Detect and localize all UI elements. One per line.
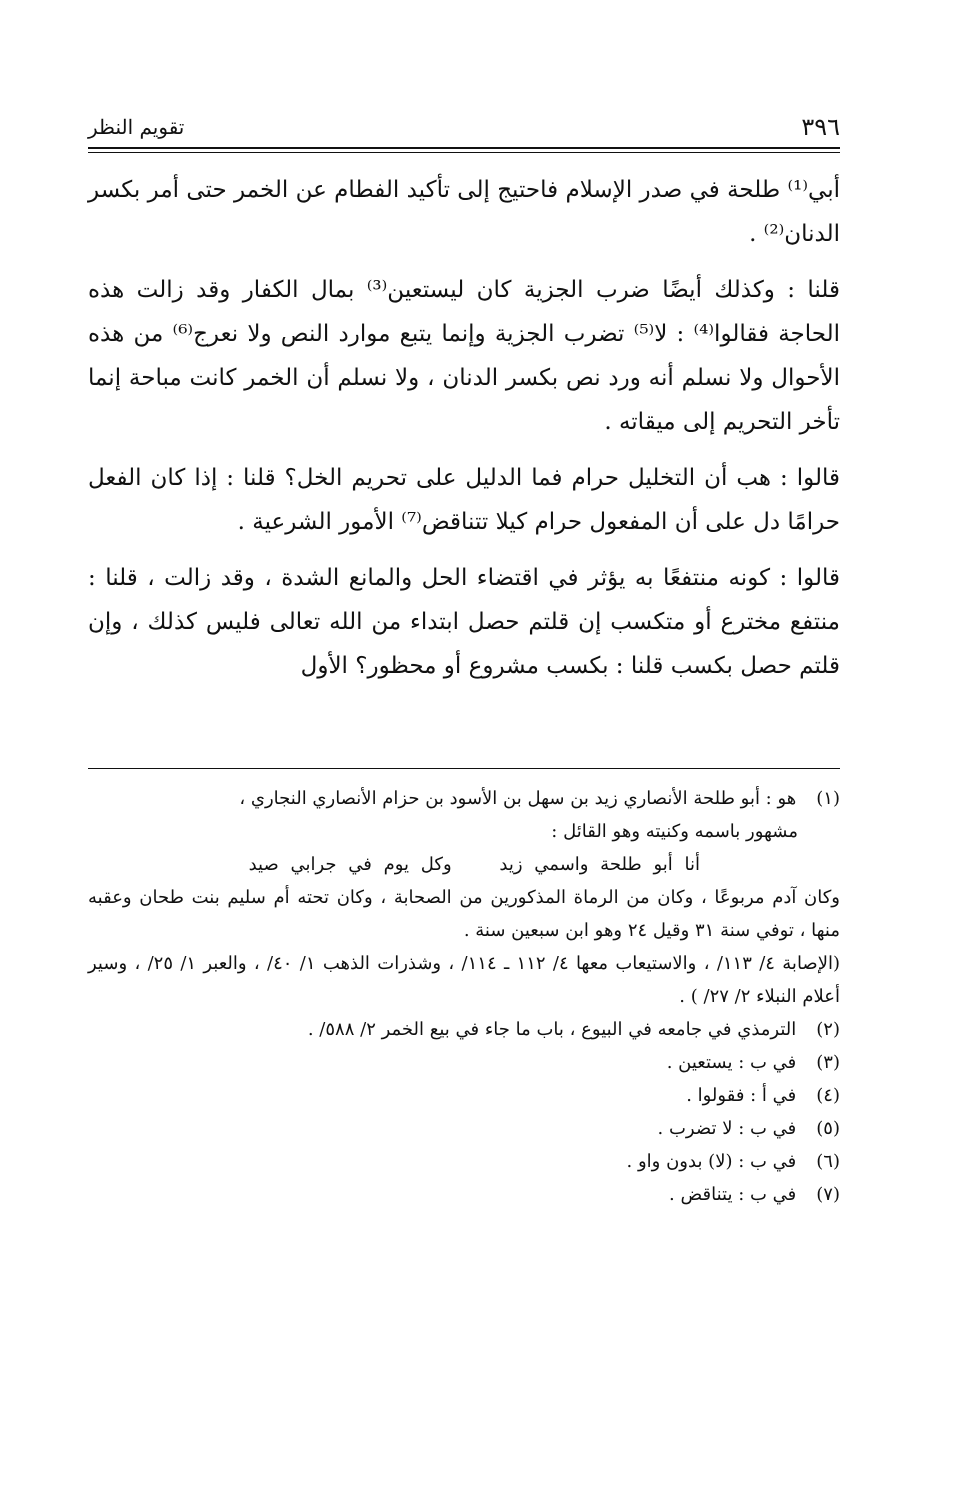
footnote-1-continuation: وكان آدم مربوعًا ، وكان من الرماة المذكورين من الصحابة ، وكان تحته أم سليم بنت طحان وعقبه منها ، توفي سنة ٣١ وقيل ٢٤ وهو ابن سبعين سنة .	[88, 887, 840, 941]
page-number: ٣٩٦	[801, 113, 840, 141]
footnote-number: (١)	[816, 788, 840, 809]
footnote-text: في ب : لا تضرب .	[657, 1118, 797, 1139]
running-title: تقويم النظر	[88, 115, 185, 139]
footnote-number: (٦)	[816, 1151, 840, 1172]
footnote-5	[88, 1112, 840, 1145]
header-rule-thin	[88, 152, 840, 153]
footnote-number: (٧)	[816, 1184, 840, 1205]
footnote-7	[88, 1178, 840, 1211]
header-rule-thick	[88, 147, 840, 149]
footnote-number: (٣)	[816, 1052, 840, 1073]
verse-second-hemistich: وكل يوم في جرابي صيد	[248, 854, 452, 875]
footnote-1	[88, 782, 840, 815]
verse-first-hemistich: أنا أبو طلحة واسمي زيد	[499, 854, 700, 875]
footnote-number: (٥)	[816, 1118, 840, 1139]
paragraph-4: قالوا : كونه منتفعًا به يؤثر في اقتضاء الحل والمانع الشدة ، وقد زالت ، قلنا : منتفع مخترع أو متكسب إن قلتم حصل ابتداء من الله تعالى فليس كذلك ، وإن قلتم حصل بكسب قلنا : بكسب مشروع أو محظور؟ الأول	[88, 565, 840, 679]
footnote-1-line-2: مشهور باسمه وكنيته وهو القائل :	[551, 821, 798, 842]
main-text	[88, 168, 840, 700]
paragraph-2: قلنا : وكذلك أيضًا ضرب الجزية كان ليستعين⁽³⁾ بمال الكفار وقد زالت هذه الحاجة فقالوا⁽⁴⁾ : لا⁽⁵⁾ تضرب الجزية وإنما يتبع موارد النص ولا نعرج⁽⁶⁾ من هذه الأحوال ولا نسلم أنه ورد نص بكسر الدنان ، ولا نسلم أن الخمر كانت مباحة إنما تأخر التحريم إلى ميقاته .	[88, 277, 840, 435]
footnote-text: في ب : (لا) بدون واو .	[626, 1151, 797, 1172]
footnote-text: في أ : فقولوا .	[686, 1085, 797, 1106]
footnote-6	[88, 1145, 840, 1178]
footnotes	[88, 782, 840, 1211]
footnote-separator	[88, 768, 840, 769]
page-header	[88, 112, 840, 142]
footnote-4	[88, 1079, 840, 1112]
footnote-number: (٢)	[816, 1019, 840, 1040]
footnote-3	[88, 1046, 840, 1079]
footnote-1-verse	[88, 848, 840, 881]
footnote-text: في ب : يتناقض .	[669, 1184, 797, 1205]
footnote-1-references: (الإصابة ٤/ ١١٣/ ، والاستيعاب معها ٤/ ١١٢ ـ ١١٤/ ، وشذرات الذهب ١/ ٤٠/ ، والعبر ١/ ٢٥/ ، وسير أعلام النبلاء ٢/ ٢٧/ ) .	[88, 953, 841, 1007]
footnote-text: الترمذي في جامعه في البيوع ، باب ما جاء في بيع الخمر ٢/ ٥٨٨/ .	[307, 1019, 797, 1040]
paragraph-1: أبي⁽¹⁾ طلحة في صدر الإسلام فاحتيج إلى تأكيد الفطام عن الخمر حتى أمر بكسر الدنان⁽²⁾ .	[88, 177, 840, 247]
footnote-number: (٤)	[816, 1085, 840, 1106]
footnote-text: هو : أبو طلحة الأنصاري زيد بن سهل بن الأسود بن حزام الأنصاري النجاري ،	[239, 788, 797, 809]
paragraph-3: قالوا : هب أن التخليل حرام فما الدليل على تحريم الخل؟ قلنا : إذا كان الفعل حرامًا دل على أن المفعول حرام كيلا تتناقض⁽⁷⁾ الأمور الشرعية .	[88, 465, 840, 535]
footnote-text: في ب : يستعين .	[666, 1052, 797, 1073]
footnote-2	[88, 1013, 840, 1046]
